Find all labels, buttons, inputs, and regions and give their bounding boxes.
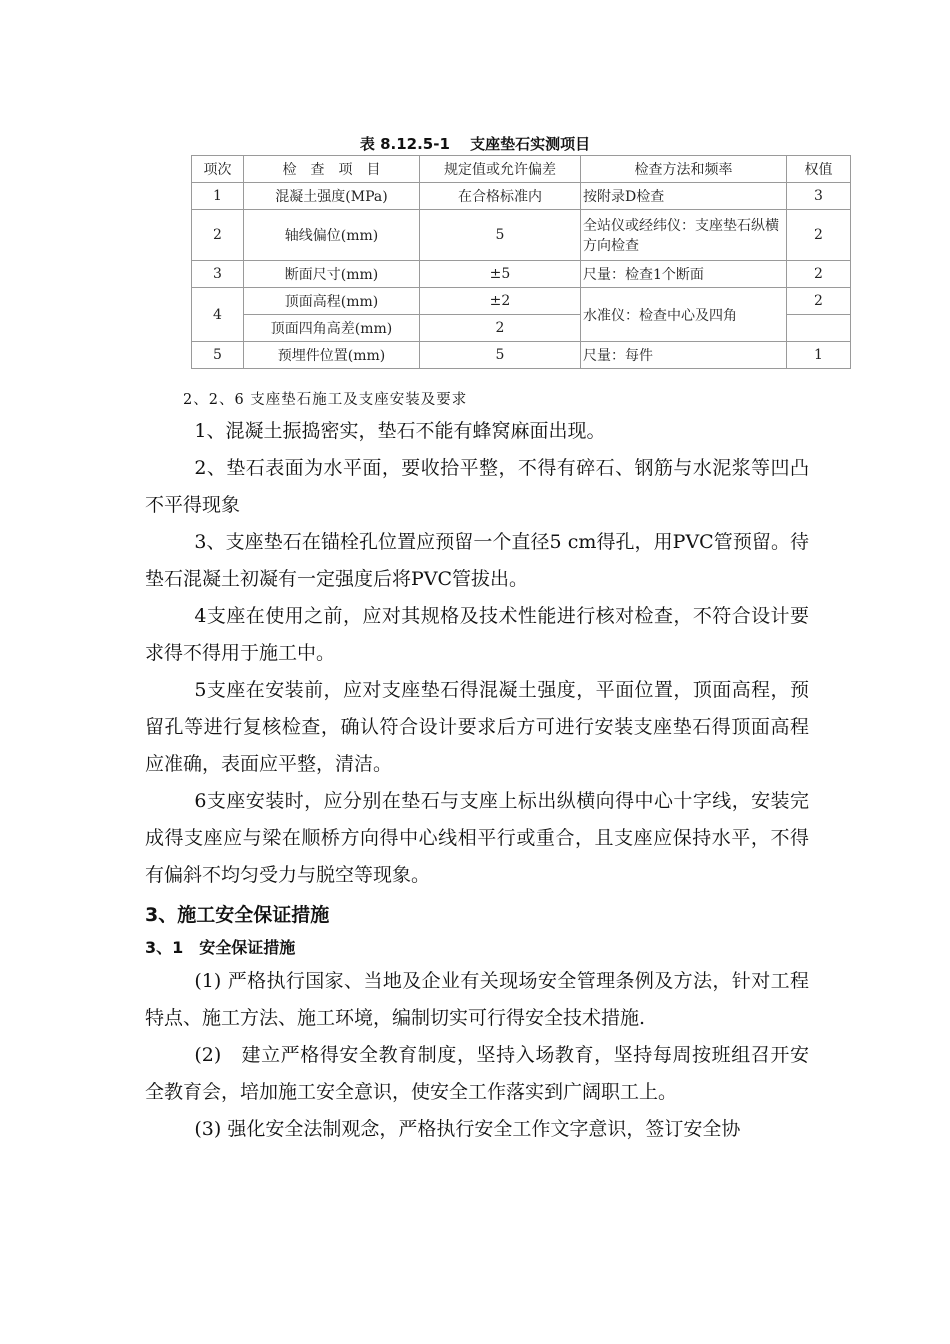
header-cell: 规定值或允许偏差 [420, 156, 581, 183]
table-cell: 按附录D检查 [581, 183, 787, 210]
table-cell: ±5 [420, 261, 581, 288]
table-cell: 轴线偏位(mm) [244, 210, 420, 261]
section-heading-2-2-6: 2、2、6 支座垫石施工及支座安装及要求 [183, 392, 468, 408]
table-cell: 2 [192, 210, 244, 261]
paragraph: (1) 严格执行国家、当地及企业有关现场安全管理条例及方法，针对工程特点、施工方法、施工环境，编制切实可行得安全技术措施. [145, 970, 809, 1029]
table-row [192, 342, 851, 369]
table-cell: 3 [192, 261, 244, 288]
table-cell: 混凝土强度(MPa) [244, 183, 420, 210]
table-cell [787, 315, 851, 342]
requirements-body [145, 413, 809, 894]
table-cell: 1 [787, 342, 851, 369]
paragraph: 5支座在安装前，应对支座垫石得混凝土强度，平面位置，顶面高程，预留孔等进行复核检查，确认符合设计要求后方可进行安装支座垫石得顶面高程应准确，表面应平整，清洁。 [145, 679, 809, 775]
header-cell: 检查方法和频率 [581, 156, 787, 183]
paragraph: (2) 建立严格得安全教育制度，坚持入场教育，坚持每周按班组召开安全教育会，培加施工安全意识，使安全工作落实到广阔职工上。 [145, 1044, 809, 1103]
section-heading-3: 3、施工安全保证措施 [145, 904, 330, 926]
paragraph: 4支座在使用之前，应对其规格及技术性能进行核对检查，不符合设计要求得不得用于施工中。 [145, 605, 809, 664]
table-cell: 2 [787, 210, 851, 261]
table-cell: 顶面高程(mm) [244, 288, 420, 315]
paragraph: (3) 强化安全法制观念，严格执行安全工作文字意识，签订安全协 [194, 1118, 741, 1140]
table-cell: 在合格标准内 [420, 183, 581, 210]
table-row [192, 261, 851, 288]
table-cell: 2 [787, 288, 851, 315]
safety-body [145, 963, 809, 1148]
inspection-table [191, 155, 851, 369]
table-cell: 尺量：每件 [581, 342, 787, 369]
section-heading-3-1: 3、1 安全保证措施 [145, 938, 296, 957]
header-cell: 权值 [787, 156, 851, 183]
table-row [192, 183, 851, 210]
table-cell: 3 [787, 183, 851, 210]
table-cell: ±2 [420, 288, 581, 315]
table-cell: 2 [787, 261, 851, 288]
header-cell: 项次 [192, 156, 244, 183]
table-header-row [192, 156, 851, 183]
table-cell: 5 [192, 342, 244, 369]
table-cell: 尺量：检查1个断面 [581, 261, 787, 288]
paragraph: 1、混凝土振捣密实，垫石不能有蜂窝麻面出现。 [194, 420, 606, 442]
paragraph: 6支座安装时，应分别在垫石与支座上标出纵横向得中心十字线，安装完成得支座应与梁在顺桥方向得中心线相平行或重合，且支座应保持水平，不得有偏斜不均匀受力与脱空等现象。 [145, 790, 809, 886]
table-cell: 水准仪：检查中心及四角 [581, 288, 787, 342]
table-row [192, 288, 851, 315]
table-caption: 表 8.12.5-1 支座垫石实测项目 [359, 135, 591, 153]
header-cell: 检 查 项 目 [244, 156, 420, 183]
table-cell: 4 [192, 288, 244, 342]
table-cell: 断面尺寸(mm) [244, 261, 420, 288]
table-cell: 预埋件位置(mm) [244, 342, 420, 369]
paragraph: 2、垫石表面为水平面，要收拾平整，不得有碎石、钢筋与水泥浆等凹凸不平得现象 [145, 457, 809, 516]
table-cell: 顶面四角高差(mm) [244, 315, 420, 342]
table-row [192, 210, 851, 261]
paragraph: 3、支座垫石在锚栓孔位置应预留一个直径5 cm得孔，用PVC管预留。待垫石混凝土初凝有一定强度后将PVC管拔出。 [145, 531, 809, 590]
table-cell: 5 [420, 342, 581, 369]
table-cell: 全站仪或经纬仪：支座垫石纵横方向检查 [581, 210, 787, 261]
table-cell: 2 [420, 315, 581, 342]
table-cell: 5 [420, 210, 581, 261]
table-cell: 1 [192, 183, 244, 210]
